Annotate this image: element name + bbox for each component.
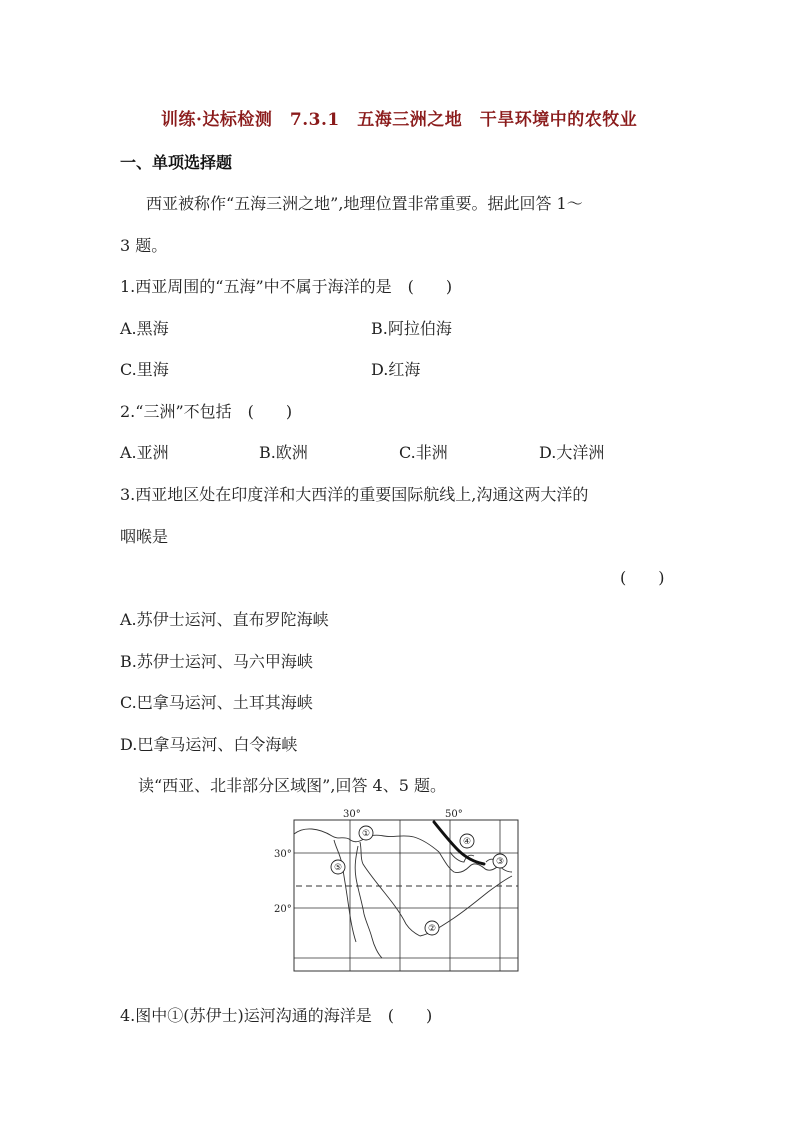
- question-1-option-a: A.黑海: [120, 319, 169, 338]
- map-coastlines: [294, 829, 512, 958]
- question-2-stem: 2.“三洲”不包括 ( ): [120, 402, 293, 421]
- question-1-option-b: B.阿拉伯海: [371, 319, 452, 338]
- svg-text:④: ④: [462, 837, 472, 847]
- map-marker-1: [359, 826, 373, 840]
- map-label-lon-30: 30°: [343, 809, 361, 820]
- map-label-lat-20: 20°: [274, 904, 292, 915]
- strait-route-line: [434, 822, 484, 864]
- question-3-answer-paren: ( ): [620, 568, 665, 587]
- map-marker-2: [425, 921, 439, 935]
- question-3-stem-line-2: 咽喉是: [120, 527, 169, 546]
- svg-text:③: ③: [495, 857, 505, 867]
- question-2-option-c: C.非洲: [399, 443, 448, 462]
- svg-text:②: ②: [427, 924, 437, 934]
- svg-text:①: ①: [361, 829, 371, 839]
- question-1-option-d: D.红海: [371, 360, 421, 379]
- question-3-option-a: A.苏伊士运河、直布罗陀海峡: [120, 610, 329, 629]
- map-marker-3: [493, 854, 507, 868]
- section-heading: 一、单项选择题: [120, 153, 233, 172]
- map-graticule: [294, 820, 518, 971]
- map-marker-5: [331, 860, 345, 874]
- intro-line-2: 3 题。: [120, 236, 168, 255]
- svg-text:⑤: ⑤: [333, 863, 343, 873]
- map-intro: 读“西亚、北非部分区域图”,回答 4、5 题。: [138, 776, 446, 795]
- map-marker-4: [460, 834, 474, 848]
- question-1-stem: 1.西亚周围的“五海”中不属于海洋的是 ( ): [120, 277, 453, 296]
- intro-line-1: 西亚被称作“五海三洲之地”,地理位置非常重要。据此回答 1～: [146, 194, 583, 213]
- question-4-stem: 4.图中①(苏伊士)运河沟通的海洋是 ( ): [120, 1006, 433, 1025]
- region-map: [274, 806, 522, 974]
- question-3-option-b: B.苏伊士运河、马六甲海峡: [120, 652, 313, 671]
- question-2-option-b: B.欧洲: [259, 443, 308, 462]
- question-3-stem-line-1: 3.西亚地区处在印度洋和大西洋的重要国际航线上,沟通这两大洋的: [120, 485, 589, 504]
- map-frame: [294, 820, 518, 971]
- page-title: 训练·达标检测 7.3.1 五海三洲之地 干旱环境中的农牧业: [161, 110, 638, 130]
- question-2-option-d: D.大洋洲: [539, 443, 605, 462]
- question-1-option-c: C.里海: [120, 360, 169, 379]
- question-2-option-a: A.亚洲: [120, 443, 169, 462]
- region-map-svg: [274, 806, 522, 974]
- question-3-option-d: D.巴拿马运河、白令海峡: [120, 735, 298, 754]
- map-label-lat-30: 30°: [274, 849, 292, 860]
- question-3-option-c: C.巴拿马运河、土耳其海峡: [120, 693, 313, 712]
- map-label-lon-50: 50°: [445, 809, 463, 820]
